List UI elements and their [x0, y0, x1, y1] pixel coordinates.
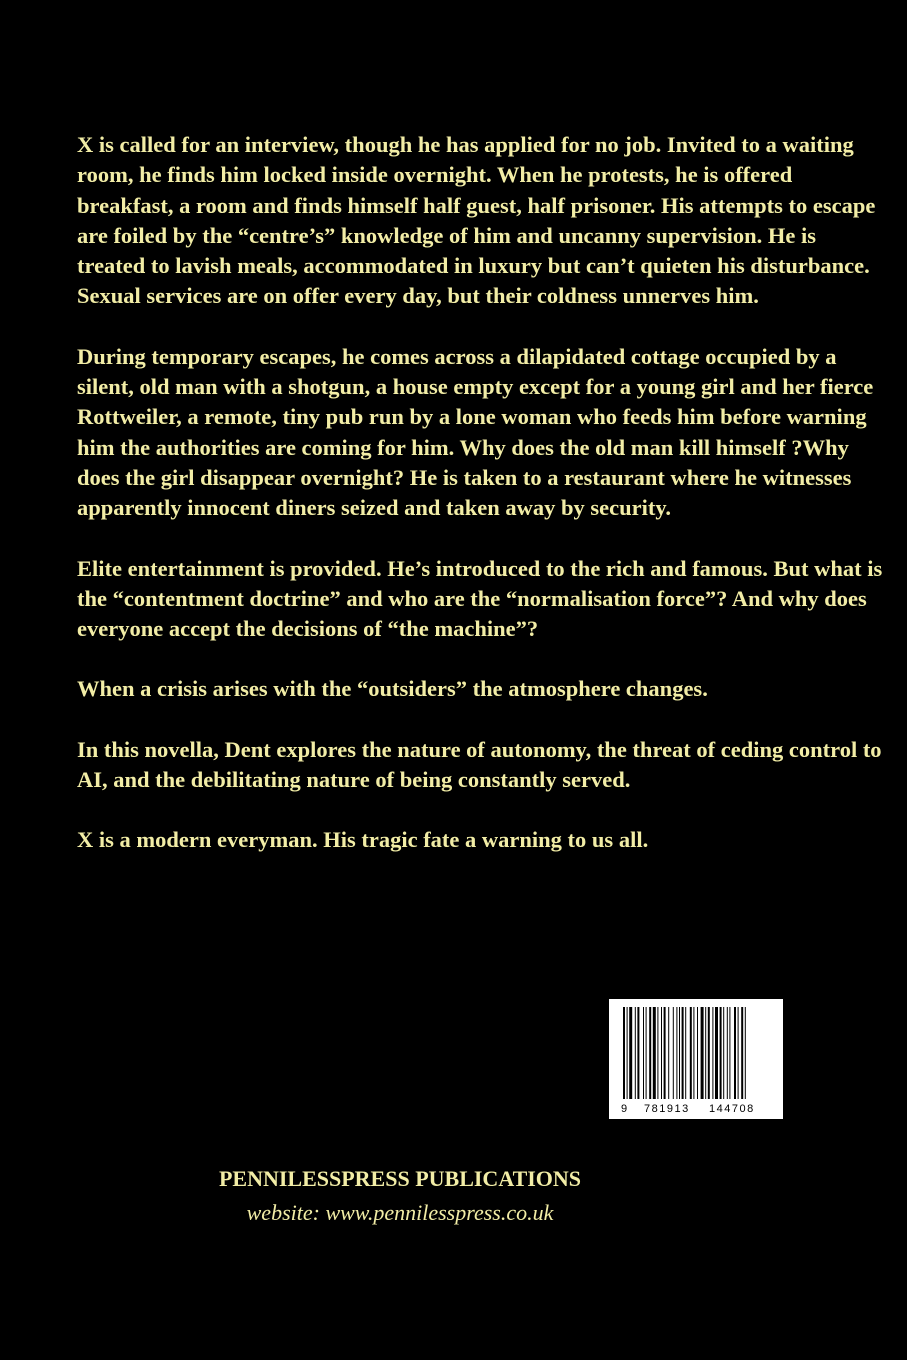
barcode-digit-first: 9	[621, 1103, 628, 1115]
barcode-bar	[745, 1007, 746, 1099]
barcode-bar	[627, 1007, 628, 1099]
publisher-name: PENNILESSPRESS PUBLICATIONS	[218, 1166, 582, 1191]
barcode-bar	[715, 1007, 718, 1099]
barcode-bar	[657, 1007, 658, 1099]
barcode-bar	[705, 1007, 706, 1099]
blurb-paragraph-1: X is called for an interview, though he has applied for no job. Invited to a waiting room, he finds him locked inside overnight. When he protests, he is offered breakfast, a room and finds himself half guest, half prisoner. His attempts to escape are foiled by the “centre’s” knowledge of him and uncanny supervision. He is treated to lavish meals, accommodated in luxury but can’t quieten his disturbance. Sexual services are on offer every day, but their coldness unnerves him.	[77, 132, 876, 309]
barcode-bar	[734, 1007, 736, 1099]
isbn-barcode	[609, 999, 783, 1119]
barcode-bar	[653, 1007, 656, 1099]
barcode-bar	[649, 1007, 651, 1099]
barcode-digits-right: 144708	[709, 1103, 755, 1115]
publisher-website: website: www.pennilesspress.co.uk	[246, 1200, 554, 1225]
barcode-bar	[697, 1007, 698, 1099]
barcode-bar	[668, 1007, 669, 1099]
barcode-bar	[673, 1007, 674, 1099]
barcode-bar	[701, 1007, 704, 1099]
barcode-bar	[635, 1007, 636, 1099]
barcode-bar	[741, 1007, 743, 1099]
barcode-bars	[623, 1007, 746, 1099]
barcode-bar	[676, 1007, 677, 1099]
barcode-bar	[629, 1007, 632, 1099]
barcode-bar	[646, 1007, 647, 1099]
barcode-bar	[690, 1007, 692, 1099]
barcode-bar	[708, 1007, 710, 1099]
barcode-bar	[661, 1007, 662, 1099]
barcode-bar	[729, 1007, 730, 1099]
barcode-bar	[679, 1007, 680, 1099]
barcode-bar	[637, 1007, 639, 1099]
barcode-bar	[685, 1007, 686, 1099]
barcode-bar	[712, 1007, 713, 1099]
blurb-paragraph-6: X is a modern everyman. His tragic fate a warning to us all.	[77, 827, 649, 853]
blurb-text	[77, 130, 887, 886]
barcode-bar	[738, 1007, 739, 1099]
barcode-digits-left: 781913	[644, 1103, 690, 1115]
barcode-bar	[720, 1007, 722, 1099]
blurb-paragraph-5: In this novella, Dent explores the nature of autonomy, the threat of ceding control to AI, and the debilitating nature of being constantly served.	[77, 736, 882, 793]
blurb-paragraph-4: When a crisis arises with the “outsiders” the atmosphere changes.	[77, 676, 708, 702]
blurb-paragraph-2: During temporary escapes, he comes across a dilapidated cottage occupied by a silent, old man with a shotgun, a house empty except for a young girl and her fierce Rottweiler, a remote, tiny pub run by a lone woman who feeds him before warning him the authorities are coming for him. Why does the old man kill himself ?Why does the girl disappear overnight? He is taken to a restaurant where he witnesses apparently innocent diners seized and taken away by security.	[77, 343, 874, 521]
barcode-bar	[682, 1007, 684, 1099]
barcode-bar	[693, 1007, 694, 1099]
barcode-bar	[723, 1007, 724, 1099]
barcode-graphic	[609, 999, 783, 1119]
barcode-bar	[664, 1007, 666, 1099]
blurb-paragraph-3: Elite entertainment is provided. He’s introduced to the rich and famous. But what is the “contentment doctrine” and who are the “normalisation force”? And why does everyone accept the decisions of “the machine”?	[77, 555, 883, 642]
barcode-bar	[623, 1007, 625, 1099]
barcode-bar	[643, 1007, 644, 1099]
barcode-bar	[727, 1007, 728, 1099]
